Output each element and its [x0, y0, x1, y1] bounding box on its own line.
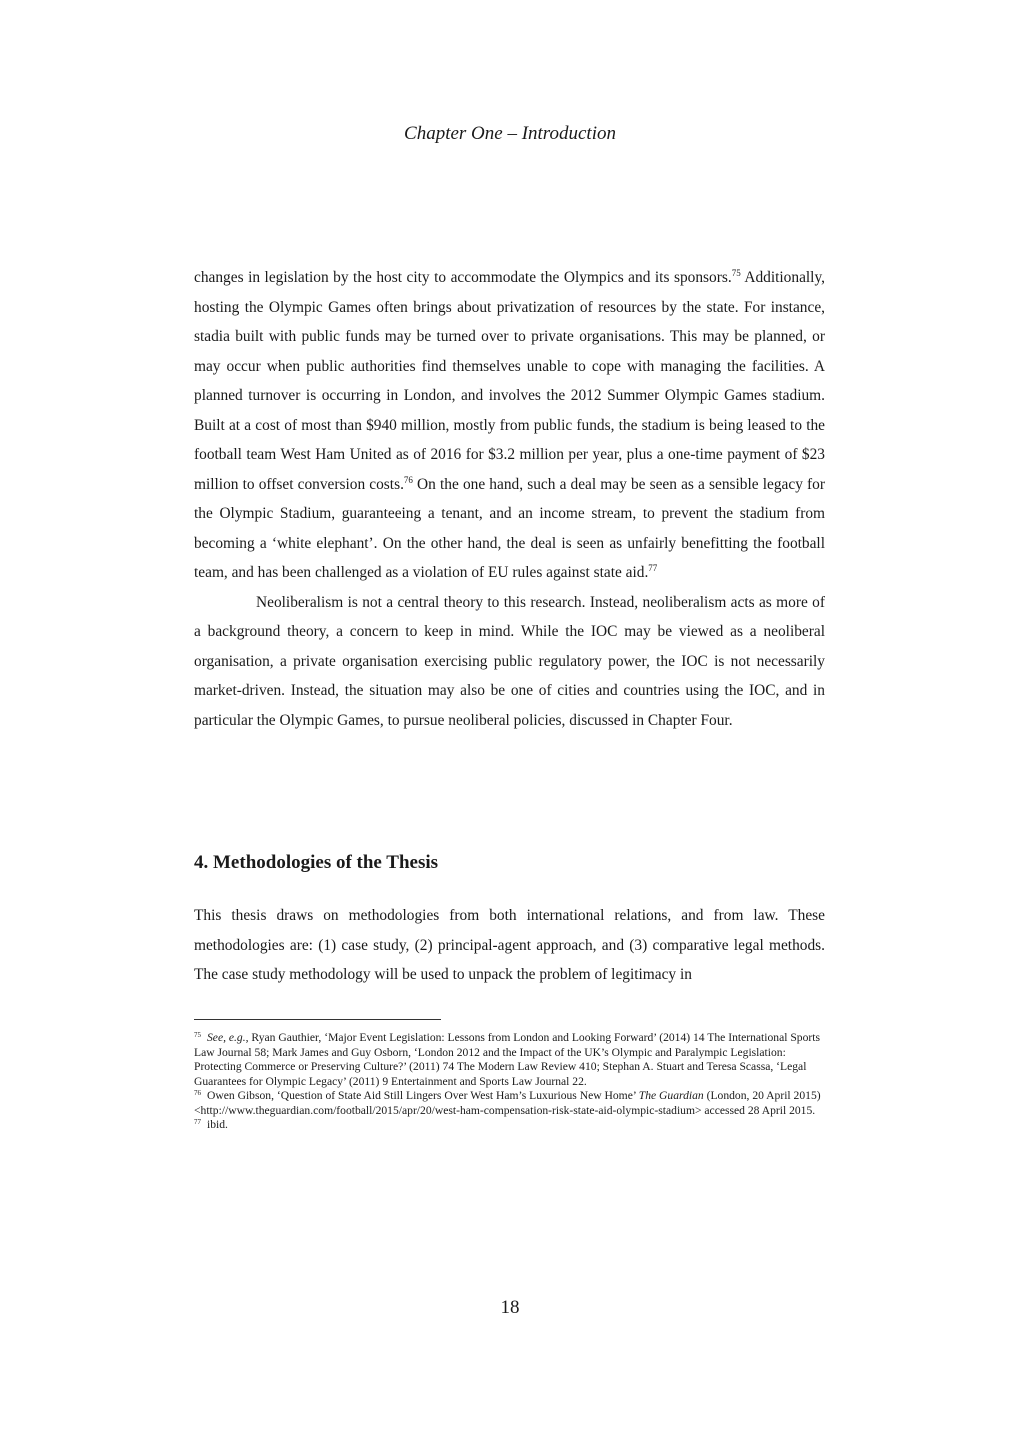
footnotes [194, 1031, 825, 1133]
paragraph-segment: changes in legislation by the host city to accommodate the Olympics and its sponsors. [194, 269, 732, 286]
body-text-lower [194, 901, 825, 990]
running-head: Chapter One – Introduction [404, 123, 616, 144]
footnote-ref-75[interactable]: 75 [731, 268, 741, 278]
footnote-76 [194, 1089, 825, 1118]
footnote-publication: The Guardian [638, 1089, 704, 1102]
footnote-text: Owen Gibson, ‘Question of State Aid Still Lingers Over West Ham’s Luxurious New Home’ [207, 1089, 639, 1102]
footnote-77 [194, 1118, 825, 1133]
footnote-75 [194, 1031, 825, 1089]
footnote-number: 76 [194, 1089, 201, 1097]
paragraph-segment: Additionally, hosting the Olympic Games often brings about privatization of resources by the state. For instance, stadia built with public funds may be turned over to private organisations. This may be planned, or may occur when public authorities find themselves unable to cope with managing the facilities. A planned turnover is occurring in London, and involves the 2012 Summer Olympic Games stadium. Built at a cost of most than $940 million, mostly from public funds, the stadium is being leased to the football team West Ham United as of 2016 for $3.2 million per year, plus a one-time payment of $23 million to offset conversion costs. [194, 269, 825, 493]
footnote-separator [194, 1019, 441, 1020]
footnote-ref-77[interactable]: 77 [648, 563, 658, 573]
paragraph-privatization [194, 263, 825, 588]
paragraph-methodologies: This thesis draws on methodologies from both international relations, and from law. These methodologies are: (1) case study, (2) principal-agent approach, and (3) comparative legal methods. The case study methodology will be used to unpack the problem of legitimacy in [194, 907, 825, 983]
paragraph-segment: On the one hand, such a deal may be seen as a sensible legacy for the Olympic Stadium, guaranteeing a tenant, and an income stream, to prevent the stadium from becoming a ‘white elephant’. On the other hand, the deal is seen as unfairly benefitting the football team, and has been challenged as a violation of EU rules against state aid. [194, 475, 825, 581]
page-number: 18 [500, 1297, 520, 1318]
footnote-url-text[interactable]: (London, 20 April 2015) <http://www.theguardian.com/football/2015/apr/20/west-ham-compensation-risk-state-aid-olympic-stadium> accessed 28 April 2015. [194, 1089, 821, 1117]
body-text-upper [194, 263, 825, 735]
paragraph-neoliberalism: Neoliberalism is not a central theory to this research. Instead, neoliberalism acts as more of a background theory, a concern to keep in mind. While the IOC may be viewed as a neoliberal organisation, a private organisation exercising public regulatory power, the IOC is not necessarily market-driven. Instead, the situation may also be one of cities and countries using the IOC, and in particular the Olympic Games, to pursue neoliberal policies, discussed in Chapter Four. [194, 593, 825, 729]
footnote-text: Ryan Gauthier, ‘Major Event Legislation: Lessons from London and Looking Forward’ (2014) 14 The International Sports Law Journal 58; Mark James and Guy Osborn, ‘London 2012 and the Impact of the UK’s Olympic and Paralympic Legislation: Protecting Commerce or Preserving Culture?’ (2011) 74 The Modern Law Review 410; Stephan A. Stuart and Teresa Scassa, ‘Legal Guarantees for Olympic Legacy’ (2011) 9 Entertainment and Sports Law Journal 22. [194, 1031, 820, 1088]
footnote-signal: See, e.g., [207, 1031, 249, 1044]
footnote-number: 77 [194, 1118, 201, 1126]
footnote-number: 75 [194, 1031, 201, 1039]
footnote-ref-76[interactable]: 76 [403, 474, 413, 485]
section-heading: 4. Methodologies of the Thesis [194, 852, 439, 873]
footnote-text: ibid. [207, 1118, 228, 1131]
